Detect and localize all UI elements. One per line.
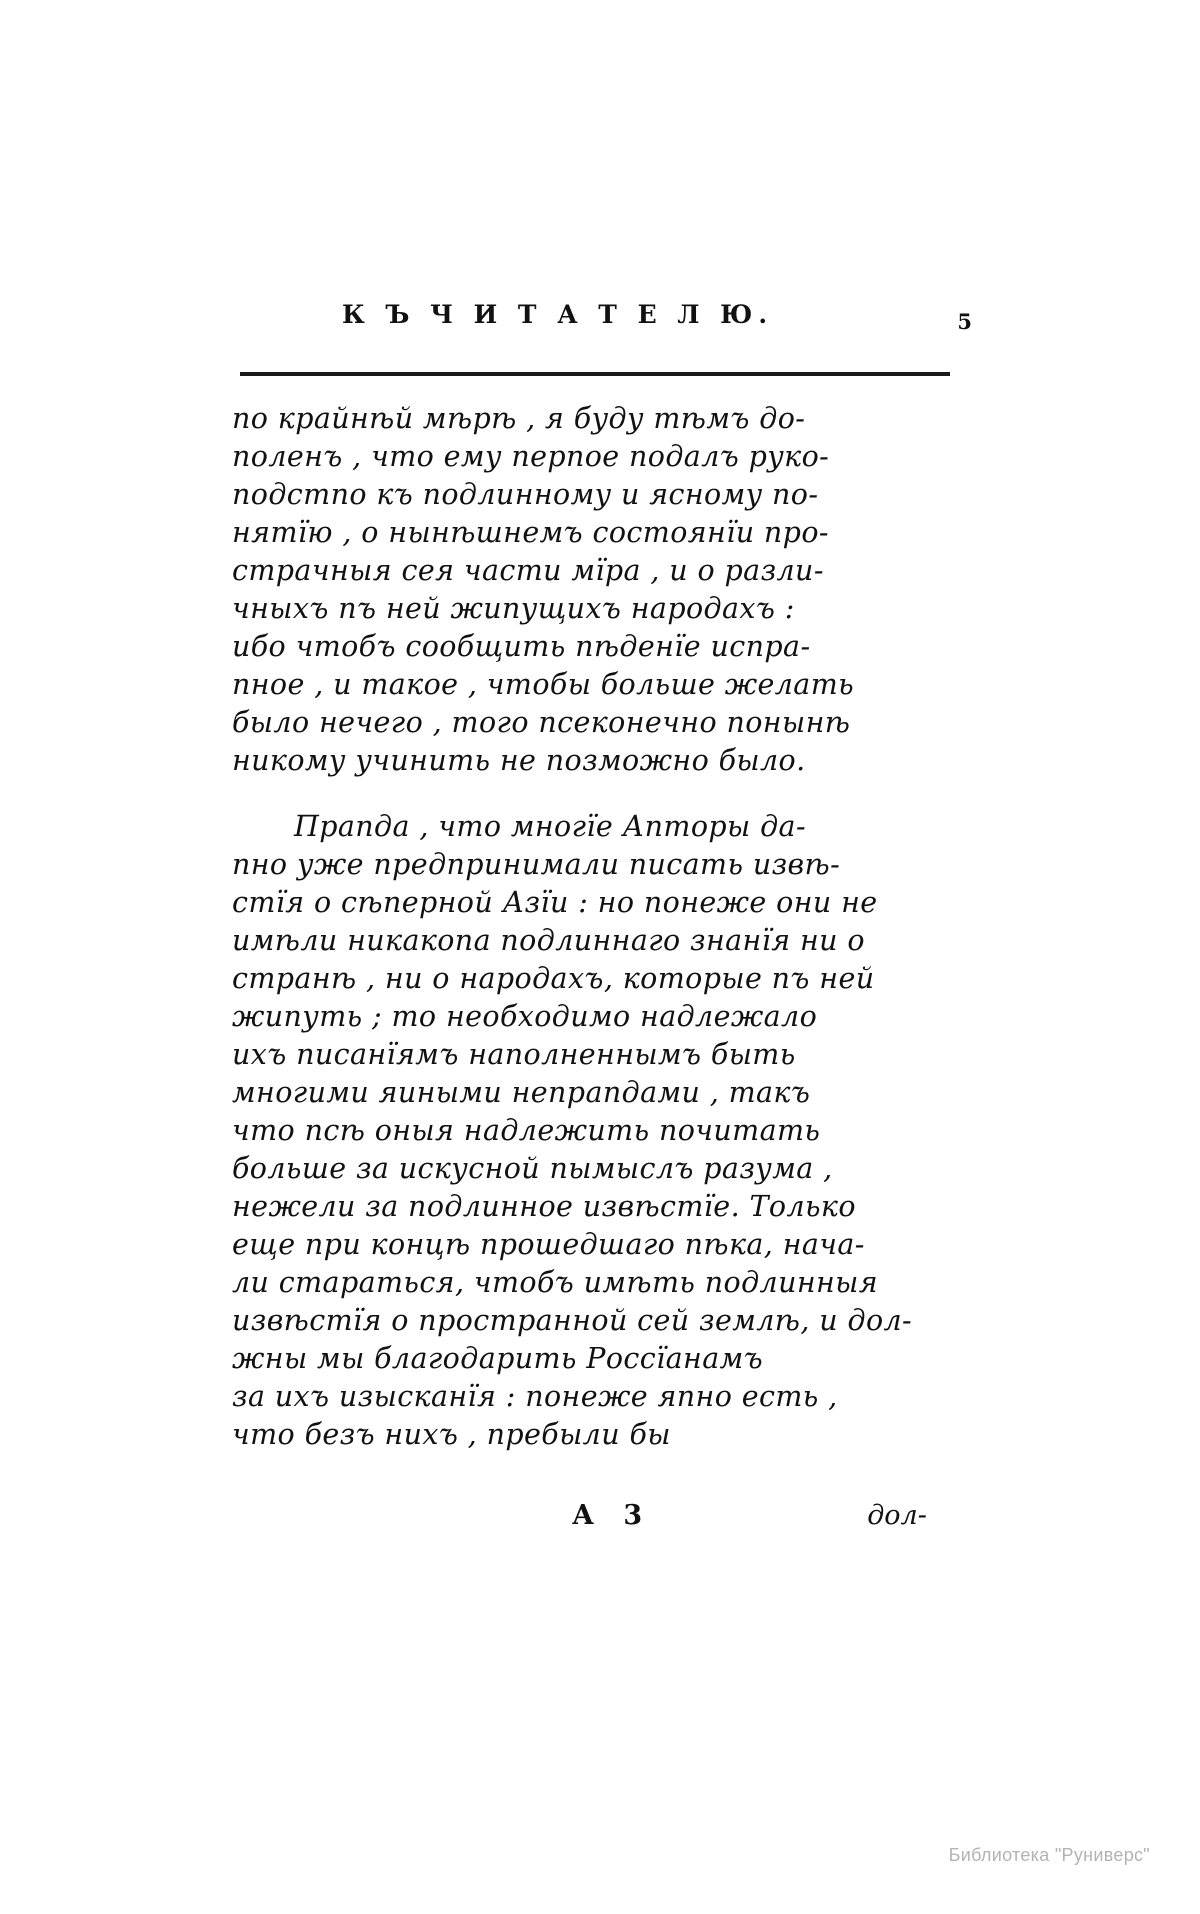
body-paragraph-1 <box>232 400 962 780</box>
page-footer <box>232 1500 972 1531</box>
text-line <box>232 400 962 438</box>
line-text: имѣли никакопа подлиннаго знанїя ни о <box>232 924 865 957</box>
text-line <box>232 628 962 666</box>
line-text: было нечего , того псеконечно понынѣ <box>232 706 851 739</box>
line-text: многими яиными непрапдами , такъ <box>232 1076 811 1109</box>
line-text: никому учинить не позможно было. <box>232 744 806 777</box>
text-line <box>232 1188 962 1226</box>
text-line <box>232 1226 962 1264</box>
line-text: жипуть ; то необходимо надлежало <box>232 1000 818 1033</box>
text-line <box>232 1036 962 1074</box>
text-line <box>232 1302 962 1340</box>
text-line <box>232 1340 962 1378</box>
line-text: жны мы благодарить Россїанамъ <box>232 1342 764 1375</box>
text-line <box>232 1378 962 1416</box>
text-line <box>232 1112 962 1150</box>
text-line <box>232 884 962 922</box>
header-rule <box>240 372 950 376</box>
line-text: стїя о сѣперной Азїи : но понеже они не <box>232 886 878 919</box>
running-head: К Ъ Ч И Т А Т Е Л Ю. <box>342 300 774 329</box>
line-text: чныхъ пъ ней жипущихъ народахъ : <box>232 592 795 625</box>
line-text: за ихъ изысканїя : понеже япно есть , <box>232 1380 838 1413</box>
line-text: еще при концѣ прошедшаго пѣка, нача- <box>232 1228 865 1261</box>
page-header <box>232 300 972 334</box>
text-line <box>232 438 962 476</box>
text-line <box>232 922 962 960</box>
catchword: дол- <box>867 1500 927 1531</box>
text-line <box>232 552 962 590</box>
text-line <box>232 1074 962 1112</box>
line-text: странѣ , ни о народахъ, которые пъ ней <box>232 962 875 995</box>
line-text: страчныя сея части мїра , и о разли- <box>232 554 824 587</box>
signature-mark: А 3 <box>572 1500 653 1531</box>
text-line <box>232 742 962 780</box>
line-text: что безъ нихъ , пребыли бы <box>232 1418 671 1451</box>
line-text: поленъ , что ему перпое подалъ руко- <box>232 440 830 473</box>
text-line <box>232 998 962 1036</box>
line-text: пное , и такое , чтобы больше желать <box>232 668 855 701</box>
line-text: по крайнѣй мѣрѣ , я буду тѣмъ до- <box>232 402 806 435</box>
text-line <box>232 514 962 552</box>
text-line <box>232 960 962 998</box>
page-number: 5 <box>957 309 972 334</box>
line-text: извѣстїя о пространной сей землѣ, и дол- <box>232 1304 913 1337</box>
body-paragraph-2 <box>232 808 962 1454</box>
text-line <box>232 704 962 742</box>
line-text: ибо чтобъ сообщить пѣденїе испра- <box>232 630 811 663</box>
line-text: нежели за подлинное извѣстїе. Только <box>232 1190 856 1223</box>
line-text: ихъ писанїямъ наполненнымъ быть <box>232 1038 796 1071</box>
text-line <box>232 846 962 884</box>
library-watermark: Библиотека "Руниверс" <box>948 1845 1150 1865</box>
line-text: больше за искусной пымыслъ разума , <box>232 1152 833 1185</box>
line-text: Прапда , что многїе Апторы да- <box>294 810 806 843</box>
line-text: ли стараться, чтобъ имѣть подлинныя <box>232 1266 879 1299</box>
line-text: пно уже предпринимали писать извѣ- <box>232 848 841 881</box>
text-line <box>232 476 962 514</box>
line-text: что псѣ оныя надлежить почитать <box>232 1114 821 1147</box>
text-line <box>232 666 962 704</box>
text-line <box>232 1416 962 1454</box>
text-line <box>232 808 962 846</box>
line-text: нятїю , о нынѣшнемъ состоянїи про- <box>232 516 829 549</box>
text-line <box>232 590 962 628</box>
text-line <box>232 1150 962 1188</box>
text-line <box>232 1264 962 1302</box>
line-text: подстпо къ подлинному и ясному по- <box>232 478 819 511</box>
